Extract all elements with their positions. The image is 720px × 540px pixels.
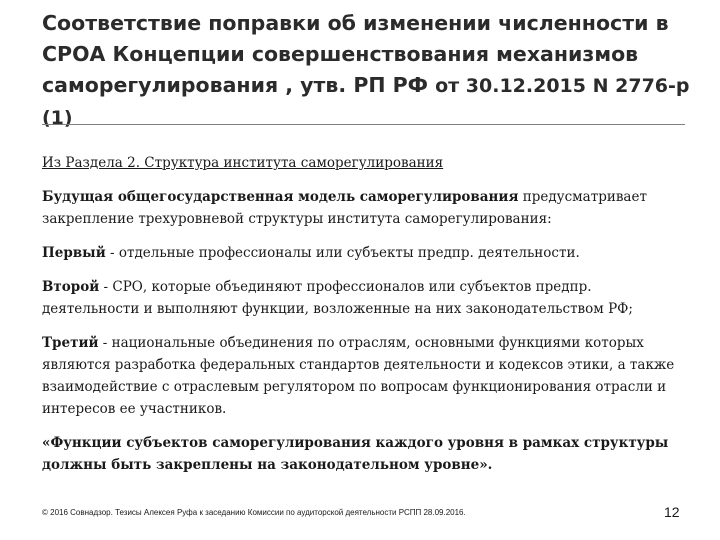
- level-second: [42, 276, 692, 320]
- slide-body: [42, 152, 692, 488]
- level-second-label: Второй: [42, 279, 100, 295]
- level-first-label: Первый: [42, 245, 106, 261]
- slide-title-main: Соответствие поправки об изменении численности в СРОА Концепции совершенствования механизмов саморегулирования , утв. РП РФ: [42, 11, 669, 97]
- quote-paragraph: «Функции субъектов саморегулирования каждого уровня в рамках структуры должны быть закреплены на законодательном уровне».: [42, 435, 669, 473]
- title-divider: [42, 124, 685, 125]
- level-third-text: - национальные объединения по отраслям, основными функциями которых являются разработка федеральных стандартов деятельности и кодексов этики, а также взаимодействие с отраслевым регулятором по вопросам функционирования отрасли и интересов ее участников.: [42, 335, 675, 417]
- intro-text: предусматривает закрепление трехуровневой структуры института саморегулирования:: [42, 189, 647, 227]
- footer-copyright: © 2016 Совнадзор. Тезисы Алексея Руфа к заседанию Комиссии по аудиторской деятельности РСПП 28.09.2016.: [42, 508, 466, 517]
- section-heading: Из Раздела 2. Структура института саморегулирования: [42, 155, 444, 171]
- slide-title-date: от 30.12.2015 N 2776-р (1): [42, 75, 690, 129]
- intro-paragraph: [42, 186, 692, 230]
- level-third: [42, 332, 692, 420]
- page-number: 12: [664, 504, 680, 520]
- slide-title: [42, 8, 702, 134]
- level-first: [42, 242, 692, 264]
- level-third-label: Третий: [42, 335, 99, 351]
- intro-bold: Будущая общегосударственная модель саморегулирования: [42, 189, 519, 205]
- level-first-text: - отдельные профессионалы или субъекты предпр. деятельности.: [105, 245, 580, 261]
- level-second-text: - СРО, которые объединяют профессионалов или субъектов предпр. деятельности и выполняют функции, возложенные на них законодательством РФ;: [42, 279, 633, 317]
